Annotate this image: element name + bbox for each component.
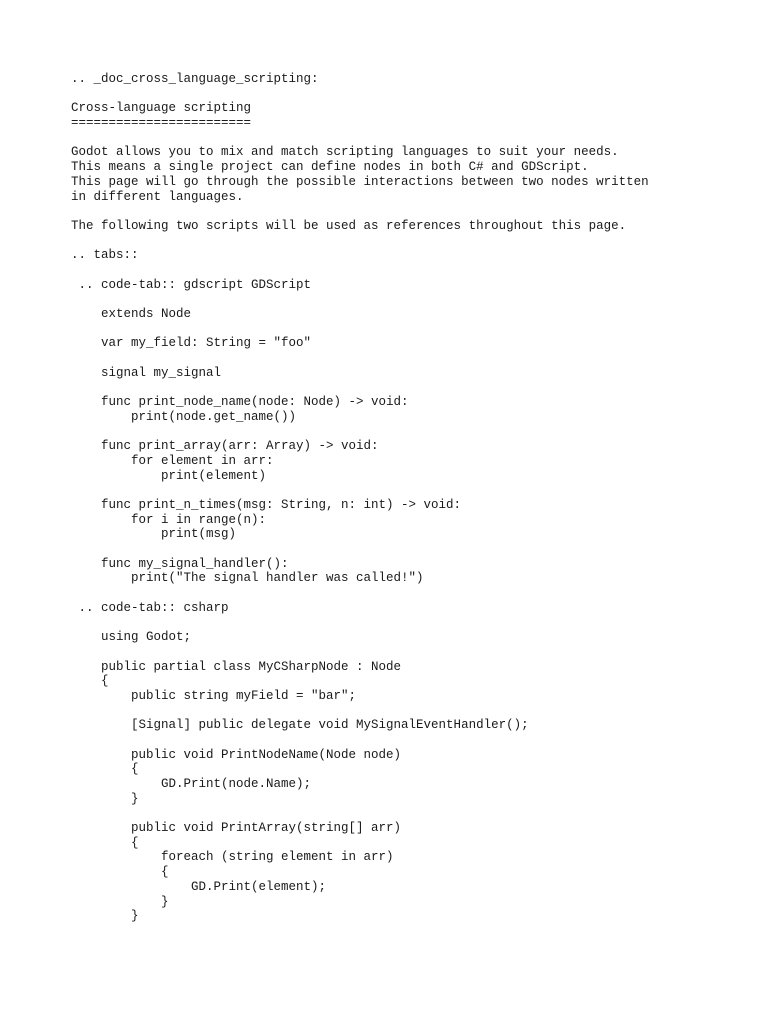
document-line [71, 586, 649, 601]
document-text [71, 72, 649, 924]
document-line [71, 204, 649, 219]
document-line: ======================== [71, 116, 252, 131]
document-line: in different languages. [71, 189, 244, 204]
document-line: { [71, 835, 139, 850]
document-line [71, 733, 649, 748]
document-line [71, 615, 649, 630]
document-line: This means a single project can define nodes in both C# and GDScript. [71, 160, 589, 175]
document-line: func my_signal_handler(): [71, 556, 289, 571]
document-line: extends Node [71, 307, 192, 321]
document-line: .. code-tab:: gdscript GDScript [71, 277, 312, 292]
document-line: } [71, 909, 139, 924]
document-line [71, 351, 649, 366]
document-line: .. code-tab:: csharp [71, 600, 229, 615]
document-line [71, 322, 649, 337]
document-line: print(node.get_name()) [71, 409, 297, 424]
document-line: Cross-language scripting [71, 101, 252, 116]
document-line: foreach (string element in arr) [71, 850, 394, 865]
document-line [71, 542, 649, 557]
document-line: } [71, 894, 169, 909]
document-line: { [71, 674, 109, 689]
document-line: public void PrintNodeName(Node node) [71, 747, 402, 762]
document-line: for i in range(n): [71, 512, 267, 527]
document-line: GD.Print(node.Name); [71, 777, 312, 791]
document-line [71, 425, 649, 440]
document-line: func print_node_name(node: Node) -> void: [71, 395, 409, 410]
document-line: func print_array(arr: Array) -> void: [71, 439, 379, 454]
document-line: Godot allows you to mix and match scripting languages to suit your needs. [71, 145, 619, 160]
document-line [71, 131, 649, 146]
document-line: using Godot; [71, 630, 192, 645]
document-line [71, 292, 649, 307]
document-line: public string myField = "bar"; [71, 688, 357, 703]
document-line: var my_field: String = "foo" [71, 336, 312, 351]
document-line: signal my_signal [71, 365, 222, 380]
document-line [71, 483, 649, 498]
document-line: { [71, 865, 169, 880]
document-line [71, 704, 649, 719]
document-line: [Signal] public delegate void MySignalEventHandler(); [71, 718, 529, 733]
document-line: print("The signal handler was called!") [71, 571, 424, 586]
document-line: This page will go through the possible interactions between two nodes written [71, 174, 649, 189]
document-line [71, 234, 649, 249]
document-line: .. tabs:: [71, 248, 139, 263]
document-line: public partial class MyCSharpNode : Node [71, 659, 402, 674]
document-line: for element in arr: [71, 453, 274, 468]
document-line: { [71, 762, 139, 777]
document-line: The following two scripts will be used as references throughout this page. [71, 218, 627, 233]
document-line: func print_n_times(msg: String, n: int) -> void: [71, 497, 462, 512]
document-line: print(element) [71, 468, 267, 483]
document-line [71, 806, 649, 821]
document-line [71, 263, 649, 278]
document-line: public void PrintArray(string[] arr) [71, 821, 402, 836]
document-line [71, 87, 649, 102]
document-line: print(msg) [71, 527, 237, 542]
document-line [71, 380, 649, 395]
document-line: } [71, 791, 139, 806]
document-line [71, 645, 649, 660]
document-line: .. _doc_cross_language_scripting: [71, 72, 319, 86]
document-line: GD.Print(element); [71, 879, 327, 894]
